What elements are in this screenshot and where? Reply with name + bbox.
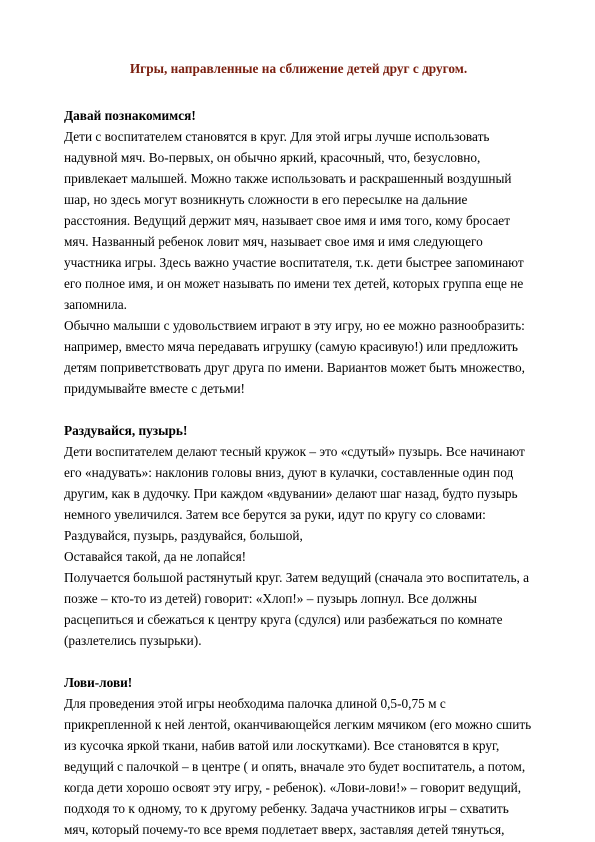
- text-line: Раздувайся, пузырь, раздувайся, большой,: [64, 528, 303, 543]
- paragraph: [64, 441, 533, 525]
- text-line: его полное имя, и он может называть по имени тех детей, которых группа еще не: [64, 276, 524, 291]
- text-line: надувной мяч. Во-первых, он обычно яркий, красочный, что, безусловно,: [64, 150, 481, 165]
- text-line: запомнила.: [64, 297, 127, 312]
- text-line: придумывайте вместе с детьми!: [64, 381, 245, 396]
- section-heading: Давай познакомимся!: [64, 108, 196, 123]
- section-razduvaysya-puzyr: [64, 420, 533, 651]
- document-title: Игры, направленные на сближение детей друг с другом.: [129, 61, 468, 76]
- text-line: расстояния. Ведущий держит мяч, называет свое имя и имя того, кому бросает: [64, 213, 511, 228]
- text-line: мяч, который почему-то все время подлетает вверх, заставляя детей тянуться,: [64, 822, 505, 837]
- text-line: Оставайся такой, да не лопайся!: [64, 549, 247, 564]
- text-line: позже – кто-то из детей) говорит: «Хлоп!» – пузырь лопнул. Все должны: [64, 591, 477, 606]
- text-line: участника игры. Здесь важно участие воспитателя, т.к. дети быстрее запоминают: [64, 255, 524, 270]
- section-lovi-lovi: [64, 672, 533, 840]
- text-line: расцепиться и сбежаться к центру круга (сдулся) или разбежаться по комнате: [64, 612, 503, 627]
- verse-line: [64, 546, 533, 567]
- section-heading: Лови-лови!: [64, 675, 133, 690]
- paragraph: [64, 567, 533, 651]
- text-line: детям поприветствовать друг друга по имени. Вариантов может быть множество,: [64, 360, 526, 375]
- text-line: когда дети хорошо освоят эту игру, - ребенок). «Лови-лови!» – говорит ведущий,: [64, 780, 522, 795]
- text-line: его «надувать»: наклонив головы вниз, дуют в кулачки, составленные один под: [64, 465, 514, 480]
- text-line: Получается большой растянутый круг. Затем ведущий (сначала это воспитатель, а: [64, 570, 530, 585]
- text-line: Дети воспитателем делают тесный кружок – это «сдутый» пузырь. Все начинают: [64, 444, 525, 459]
- section-heading: Раздувайся, пузырь!: [64, 423, 188, 438]
- text-line: ведущий с палочкой – в центре ( и опять, вначале это будет воспитатель, а потом,: [64, 759, 526, 774]
- text-line: мяч. Названный ребенок ловит мяч, называет свое имя и имя следующего: [64, 234, 483, 249]
- text-line: (разлетелись пузырьки).: [64, 633, 202, 648]
- text-line: другим, как в дудочку. При каждом «вдувании» делают шаг назад, будто пузырь: [64, 486, 518, 501]
- text-line: Дети с воспитателем становятся в круг. Для этой игры лучше использовать: [64, 129, 490, 144]
- text-line: Обычно малыши с удовольствием играют в эту игру, но ее можно разнообразить:: [64, 318, 525, 333]
- paragraph: [64, 315, 533, 399]
- section-davay-poznakomimsya: [64, 105, 533, 399]
- text-line: например, вместо мяча передавать игрушку (самую красивую!) или предложить: [64, 339, 518, 354]
- text-line: подходя то к одному, то к другому ребенку. Задача участников игры – схватить: [64, 801, 509, 816]
- text-line: шар, но здесь могут возникнуть сложности в его пересылке на дальние: [64, 192, 468, 207]
- text-line: Для проведения этой игры необходима палочка длиной 0,5-0,75 м с: [64, 696, 446, 711]
- text-line: прикрепленной к ней лентой, оканчивающейся легким мячиком (его можно сшить: [64, 717, 532, 732]
- paragraph: [64, 126, 533, 315]
- text-line: привлекает малышей. Можно также использовать и раскрашенный воздушный: [64, 171, 512, 186]
- text-line: из кусочка яркой ткани, набив ватой или лоскутками). Все становятся в круг,: [64, 738, 500, 753]
- paragraph: [64, 693, 533, 840]
- verse-line: [64, 525, 533, 546]
- text-line: немного увеличился. Затем все берутся за руки, идут по кругу со словами:: [64, 507, 486, 522]
